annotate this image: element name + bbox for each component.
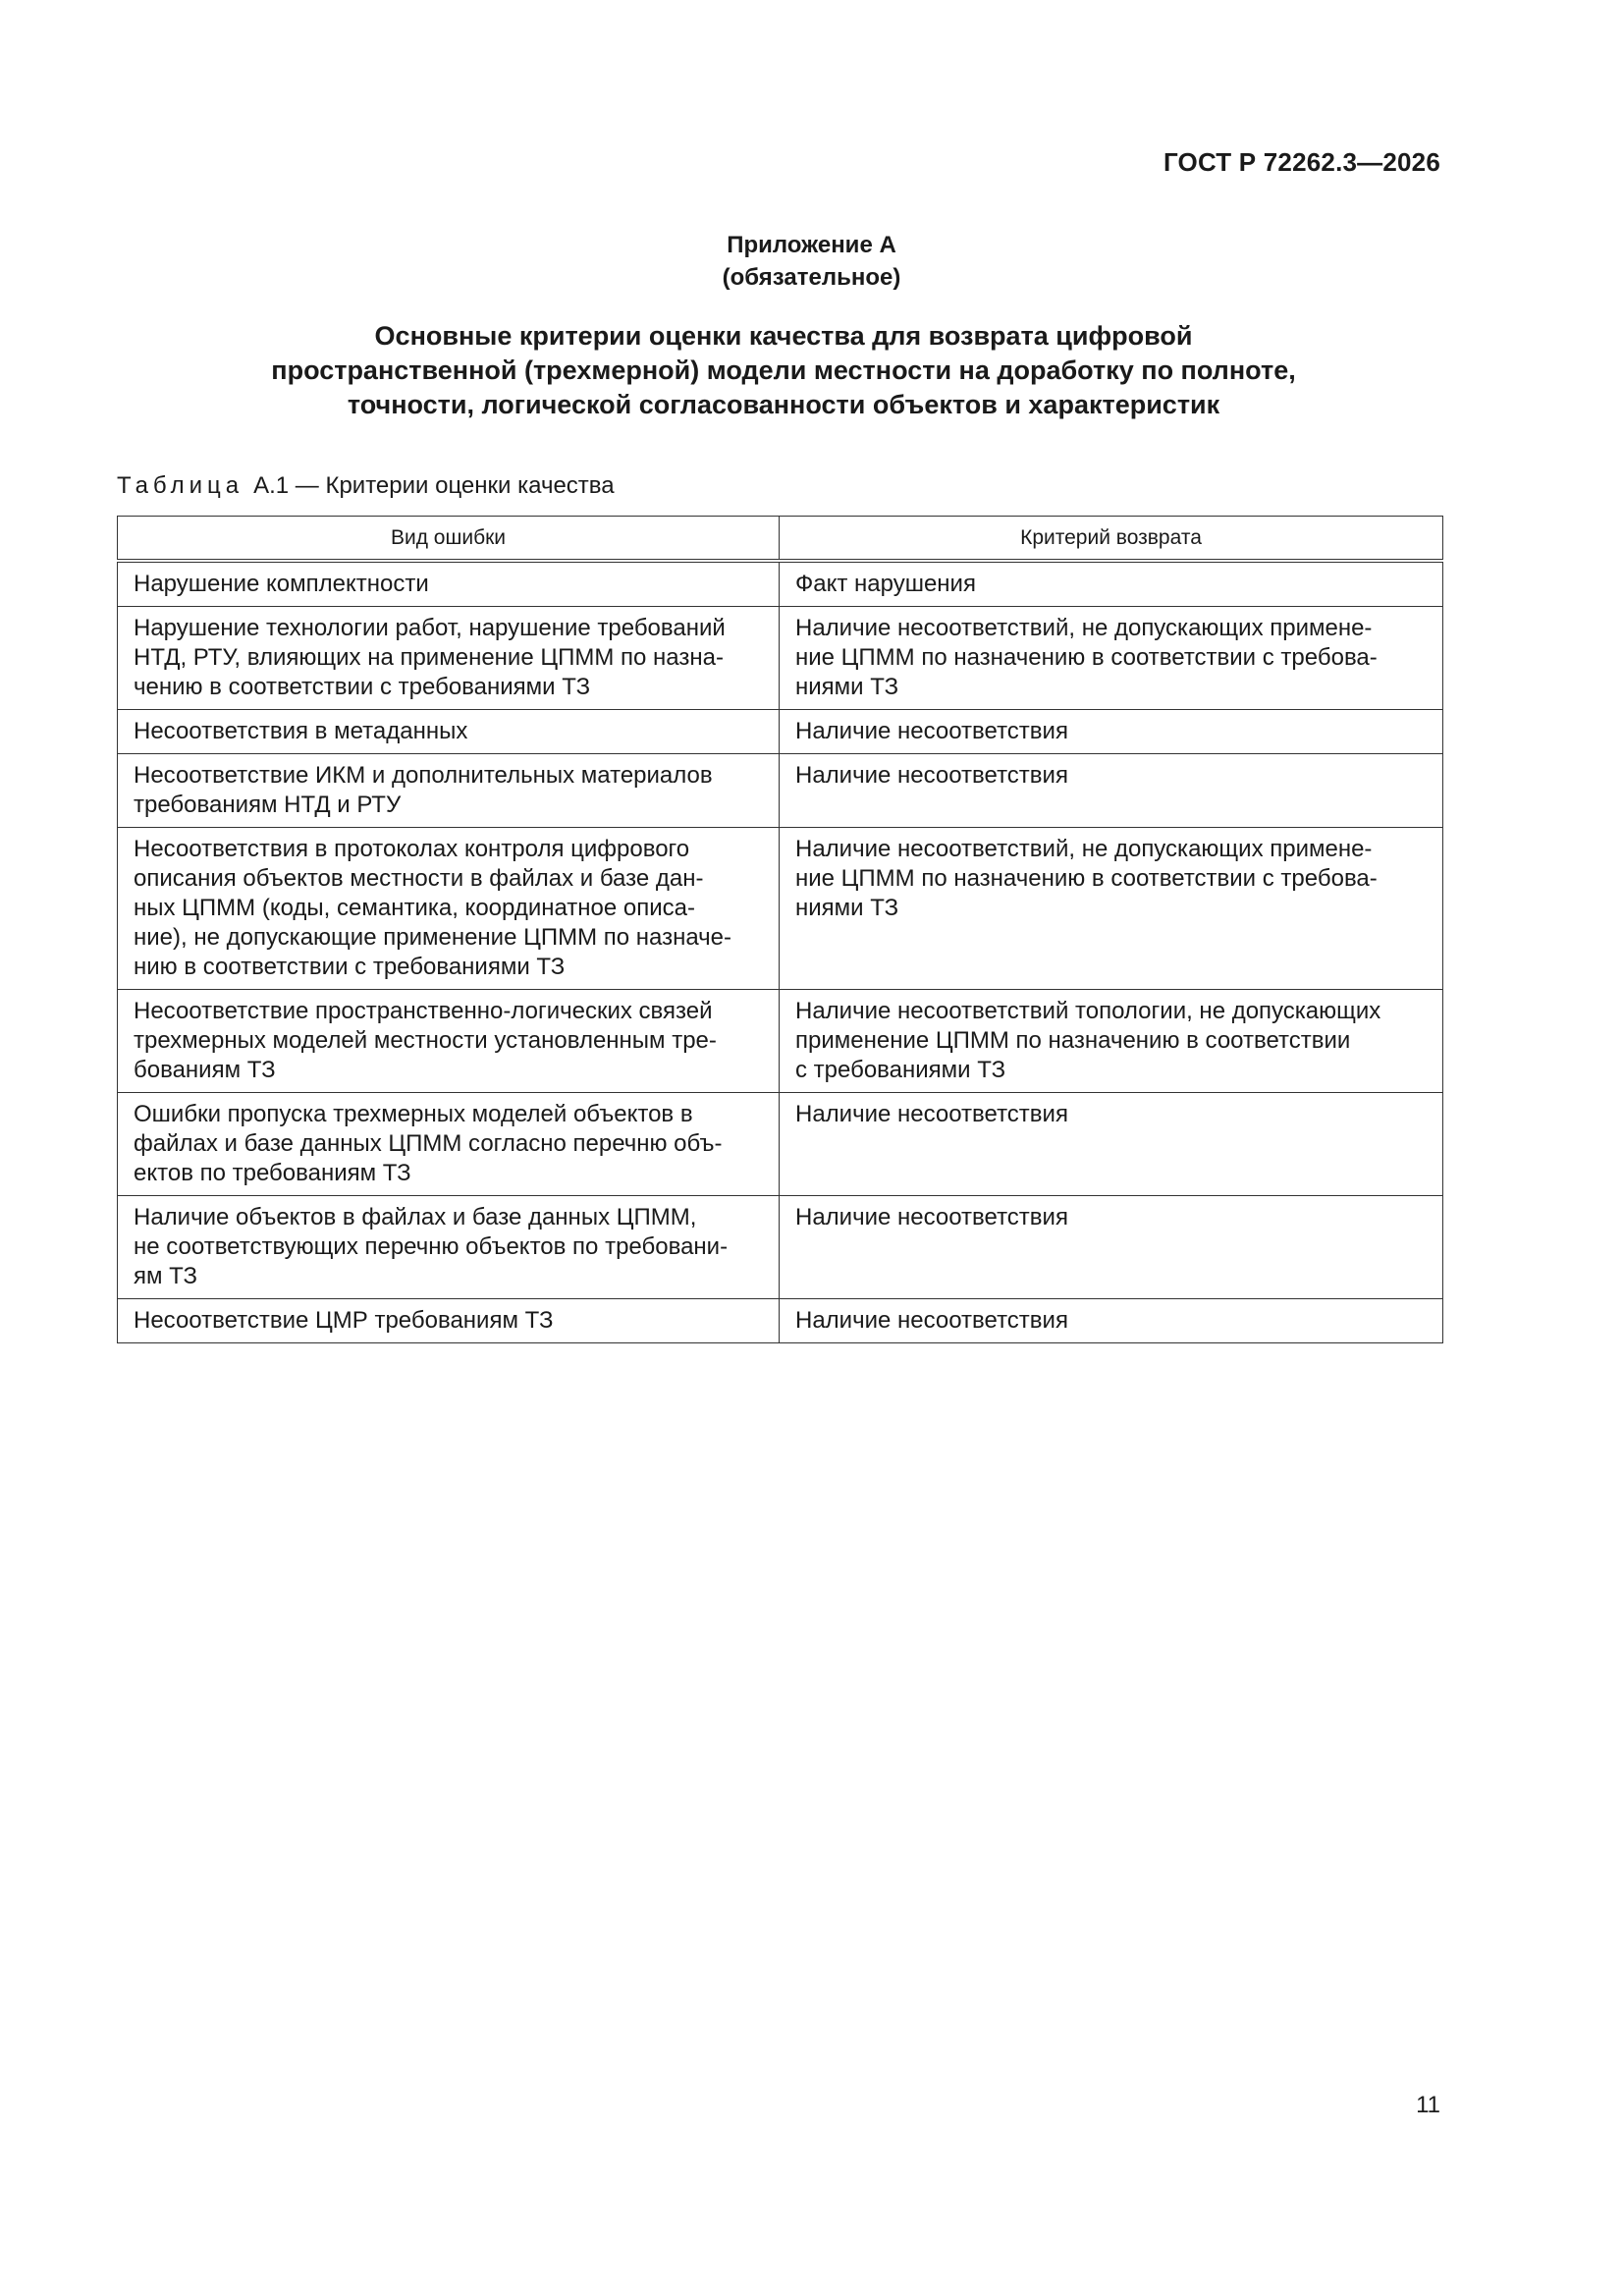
table-row xyxy=(118,1196,1443,1299)
cell-line: Несоответствия в протоколах контроля цифрового xyxy=(134,836,690,862)
cell-line: ние ЦПММ по назначению в соответствии с требова- xyxy=(795,865,1378,892)
table-row xyxy=(118,710,1443,754)
cell-line: Наличие несоответствия xyxy=(795,1307,1068,1334)
appendix-heading xyxy=(0,229,1623,294)
header-return-criterion: Критерий возврата xyxy=(780,517,1443,562)
cell-line: Наличие несоответствия xyxy=(795,1101,1068,1127)
cell-line: бованиям ТЗ xyxy=(134,1057,276,1083)
cell-line: Ошибки пропуска трехмерных моделей объектов в xyxy=(134,1101,693,1127)
error-type-cell xyxy=(118,710,780,754)
table-row xyxy=(118,561,1443,607)
cell-line: требованиям НТД и РТУ xyxy=(134,792,402,818)
main-title-line: пространственной (трехмерной) модели местности на доработку по полноте, xyxy=(271,355,1296,385)
cell-line: Наличие несоответствий, не допускающих примене- xyxy=(795,615,1373,641)
table-caption-text: А.1 — Критерии оценки качества xyxy=(253,472,615,499)
return-criterion-cell xyxy=(780,828,1443,990)
error-type-cell xyxy=(118,1093,780,1196)
return-criterion-cell xyxy=(780,754,1443,828)
cell-line: ниями ТЗ xyxy=(795,674,899,700)
main-title xyxy=(0,319,1567,422)
cell-line: файлах и базе данных ЦПММ согласно перечню объ- xyxy=(134,1130,723,1157)
cell-line: НТД, РТУ, влияющих на применение ЦПММ по назна- xyxy=(134,644,724,671)
cell-line: Наличие несоответствия xyxy=(795,718,1068,744)
cell-line: Несоответствие ИКМ и дополнительных материалов xyxy=(134,762,713,789)
cell-line: Несоответствия в метаданных xyxy=(134,718,468,744)
cell-line: ных ЦПММ (коды, семантика, координатное описа- xyxy=(134,895,696,921)
return-criterion-cell xyxy=(780,561,1443,607)
cell-line: Факт нарушения xyxy=(795,571,976,597)
cell-line: ям ТЗ xyxy=(134,1263,198,1289)
cell-line: ние), не допускающие применение ЦПММ по назначе- xyxy=(134,924,732,951)
return-criterion-cell xyxy=(780,710,1443,754)
table-caption xyxy=(117,472,615,500)
cell-line: ние ЦПММ по назначению в соответствии с требова- xyxy=(795,644,1378,671)
cell-line: не соответствующих перечню объектов по требовани- xyxy=(134,1233,729,1260)
cell-line: ектов по требованиям ТЗ xyxy=(134,1160,411,1186)
table-row xyxy=(118,990,1443,1093)
error-type-cell xyxy=(118,990,780,1093)
main-title-line: точности, логической согласованности объектов и характеристик xyxy=(347,390,1220,419)
cell-line: нию в соответствии с требованиями ТЗ xyxy=(134,954,566,980)
table-body xyxy=(118,561,1443,1343)
cell-line: Несоответствие ЦМР требованиям ТЗ xyxy=(134,1307,554,1334)
cell-line: Наличие несоответствия xyxy=(795,1204,1068,1230)
page-number: 11 xyxy=(1416,2092,1440,2118)
error-type-cell xyxy=(118,1299,780,1343)
document-code: ГОСТ Р 72262.3—2026 xyxy=(1163,147,1440,177)
appendix-status: (обязательное) xyxy=(722,264,901,291)
main-title-line: Основные критерии оценки качества для возврата цифровой xyxy=(374,321,1193,351)
cell-line: Наличие несоответствий топологии, не допускающих xyxy=(795,998,1381,1024)
return-criterion-cell xyxy=(780,1299,1443,1343)
cell-line: Нарушение технологии работ, нарушение требований xyxy=(134,615,726,641)
table-row xyxy=(118,1093,1443,1196)
table-caption-label: Таблица xyxy=(117,472,244,499)
error-type-cell xyxy=(118,607,780,710)
criteria-table xyxy=(117,516,1443,1343)
table-row xyxy=(118,754,1443,828)
cell-line: Наличие несоответствия xyxy=(795,762,1068,789)
error-type-cell xyxy=(118,828,780,990)
cell-line: ниями ТЗ xyxy=(795,895,899,921)
return-criterion-cell xyxy=(780,1196,1443,1299)
cell-line: Наличие объектов в файлах и базе данных ЦПММ, xyxy=(134,1204,697,1230)
table-row xyxy=(118,1299,1443,1343)
error-type-cell xyxy=(118,561,780,607)
return-criterion-cell xyxy=(780,607,1443,710)
return-criterion-cell xyxy=(780,1093,1443,1196)
cell-line: описания объектов местности в файлах и базе дан- xyxy=(134,865,704,892)
header-error-type: Вид ошибки xyxy=(118,517,780,562)
appendix-title: Приложение А xyxy=(727,232,896,258)
cell-line: с требованиями ТЗ xyxy=(795,1057,1006,1083)
table-header-row xyxy=(118,517,1443,562)
error-type-cell xyxy=(118,754,780,828)
cell-line: трехмерных моделей местности установленным тре- xyxy=(134,1027,717,1054)
cell-line: чению в соответствии с требованиями ТЗ xyxy=(134,674,591,700)
cell-line: Наличие несоответствий, не допускающих примене- xyxy=(795,836,1373,862)
table-row xyxy=(118,607,1443,710)
cell-line: Несоответствие пространственно-логических связей xyxy=(134,998,713,1024)
table-row xyxy=(118,828,1443,990)
cell-line: Нарушение комплектности xyxy=(134,571,429,597)
cell-line: применение ЦПММ по назначению в соответствии xyxy=(795,1027,1351,1054)
error-type-cell xyxy=(118,1196,780,1299)
return-criterion-cell xyxy=(780,990,1443,1093)
